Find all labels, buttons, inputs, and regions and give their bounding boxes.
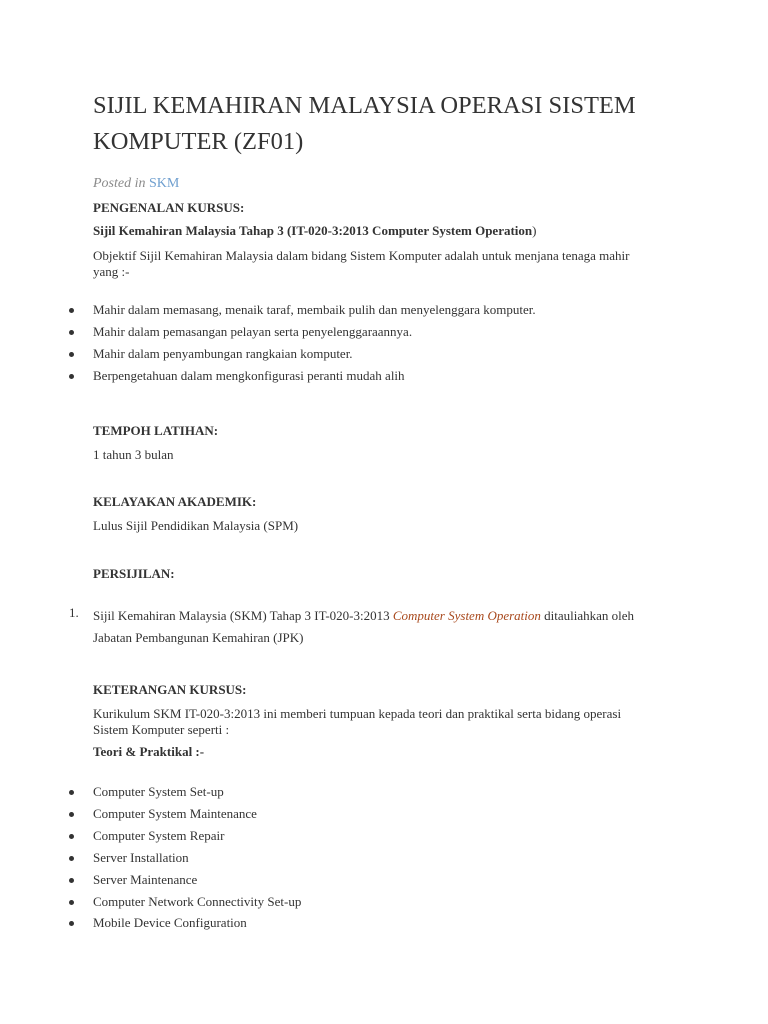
- intro-objective: [93, 248, 693, 280]
- page-title: [93, 88, 713, 160]
- intro-objective-line-1: Objektif Sijil Kemahiran Malaysia dalam bidang Sistem Komputer adalah untuk menjana tenaga mahir: [93, 248, 630, 263]
- duration-value: 1 tahun 3 bulan: [93, 447, 174, 462]
- page-title-line-1: SIJIL KEMAHIRAN MALAYSIA OPERASI SISTEM: [93, 92, 636, 119]
- bullet-dot-icon: [69, 374, 74, 379]
- section-heading-course-info: KETERANGAN KURSUS:: [93, 682, 247, 697]
- course-subheading: Teori & Praktikal :-: [93, 744, 205, 759]
- list-item-text: Mobile Device Configuration: [93, 915, 247, 930]
- certification-text-before: Sijil Kemahiran Malaysia (SKM) Tahap 3 IT-020-3:2013: [93, 608, 393, 623]
- list-item-text: Computer System Repair: [93, 828, 225, 843]
- intro-subheading-bold: Sijil Kemahiran Malaysia Tahap 3 (IT-020-3:2013 Computer System Operation: [93, 223, 533, 238]
- list-item-text: Mahir dalam memasang, menaik taraf, membaik pulih dan menyelenggara komputer.: [93, 302, 536, 317]
- category-link-skm[interactable]: SKM: [149, 176, 180, 191]
- page-title-line-2: KOMPUTER (ZF01): [93, 128, 304, 155]
- academic-value: Lulus Sijil Pendidikan Malaysia (SPM): [93, 518, 299, 533]
- list-item-text: Mahir dalam pemasangan pelayan serta penyelenggaraannya.: [93, 324, 413, 339]
- certification-highlight-link[interactable]: Computer System Operation: [392, 608, 541, 623]
- section-heading-duration: TEMPOH LATIHAN:: [93, 423, 219, 438]
- intro-objective-line-2: yang :-: [93, 264, 130, 279]
- list-item-text: Mahir dalam penyambungan rangkaian komputer.: [93, 346, 353, 361]
- certification-text-after: ditauliahkan oleh: [540, 608, 635, 623]
- section-heading-certification: PERSIJILAN:: [93, 566, 175, 581]
- list-item-text: Server Maintenance: [93, 872, 198, 887]
- list-number: 1.: [69, 605, 79, 620]
- bullet-dot-icon: [69, 856, 74, 861]
- section-heading-intro: PENGENALAN KURSUS:: [93, 200, 245, 215]
- list-item-text: Server Installation: [93, 850, 189, 865]
- intro-subheading: [93, 223, 536, 239]
- list-item-text: Computer System Maintenance: [93, 806, 257, 821]
- course-description-line-2: Sistem Komputer seperti :: [93, 722, 230, 737]
- bullet-dot-icon: [69, 790, 74, 795]
- posted-in-label: Posted in: [93, 176, 146, 191]
- bullet-dot-icon: [69, 878, 74, 883]
- list-item-text: Computer System Set-up: [93, 784, 224, 799]
- certification-text-line-2: Jabatan Pembangunan Kemahiran (JPK): [93, 630, 304, 645]
- bullet-dot-icon: [69, 330, 74, 335]
- bullet-dot-icon: [69, 352, 74, 357]
- certification-text: [93, 605, 733, 649]
- intro-subheading-end: ): [532, 223, 537, 238]
- bullet-dot-icon: [69, 834, 74, 839]
- bullet-dot-icon: [69, 812, 74, 817]
- posted-in-meta: [93, 175, 179, 193]
- bullet-dot-icon: [69, 921, 74, 926]
- course-description-line-1: Kurikulum SKM IT-020-3:2013 ini memberi tumpuan kepada teori dan praktikal serta bidang operasi: [93, 706, 622, 721]
- bullet-dot-icon: [69, 308, 74, 313]
- list-item-text: Computer Network Connectivity Set-up: [93, 894, 302, 909]
- list-item-text: Berpengetahuan dalam mengkonfigurasi peranti mudah alih: [93, 368, 405, 383]
- bullet-dot-icon: [69, 900, 74, 905]
- section-heading-academic: KELAYAKAN AKADEMIK:: [93, 494, 257, 509]
- course-description: [93, 706, 713, 738]
